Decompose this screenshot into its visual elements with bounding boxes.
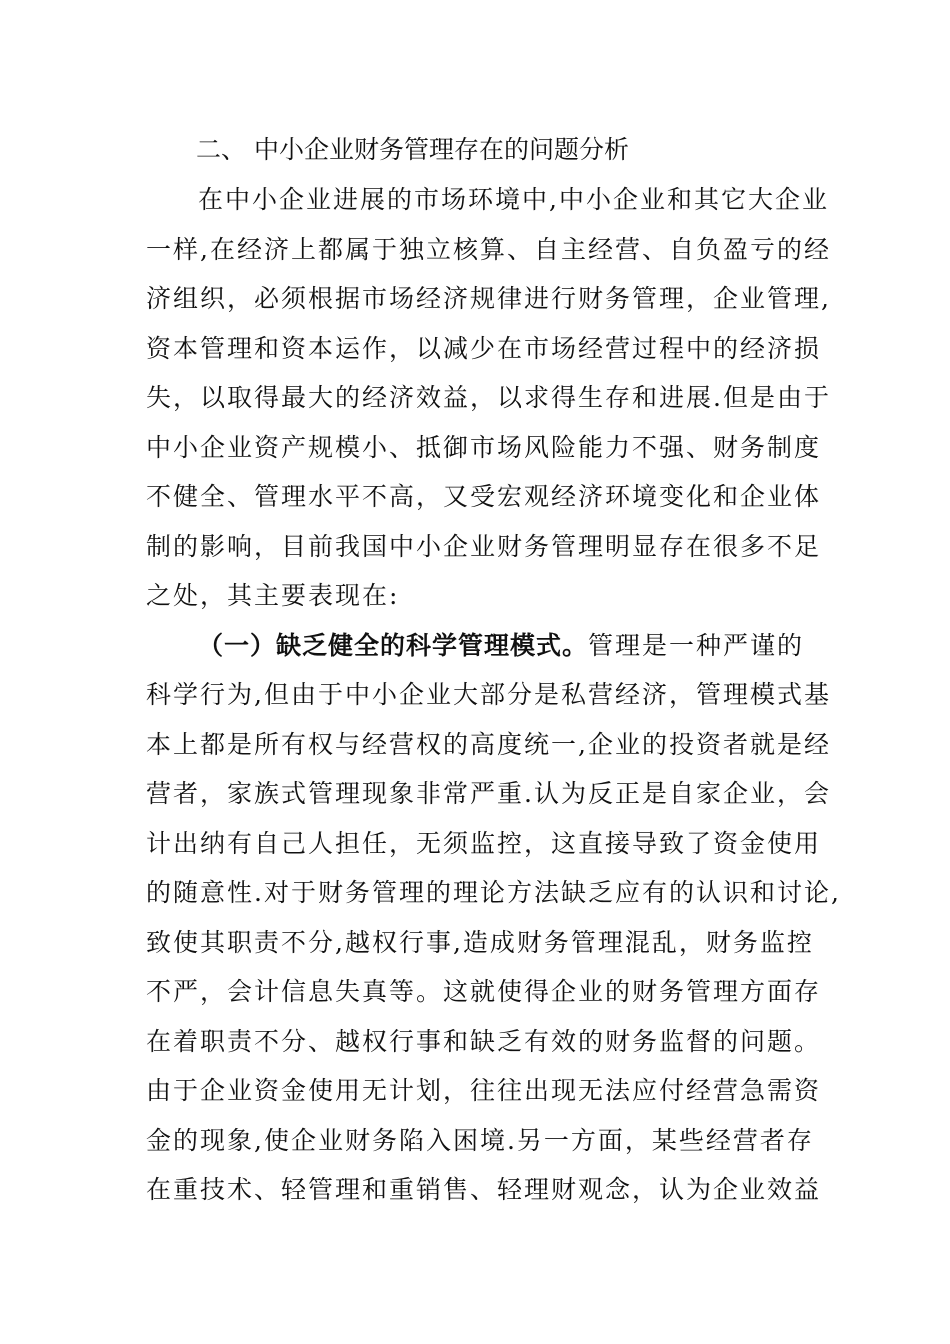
paragraph-line: 在重技术、轻管理和重销售、轻理财观念，认为企业效益 bbox=[146, 1175, 822, 1204]
paragraph-line: 营者，家族式管理现象非常严重.认为反正是自家企业，会 bbox=[146, 779, 831, 808]
paragraph-line: 制的影响，目前我国中小企业财务管理明显存在很多不足 bbox=[146, 531, 822, 561]
paragraph-line: 资本管理和资本运作，以减少在市场经营过程中的经济损 bbox=[146, 333, 822, 363]
paragraph-line: 之处，其主要表现在: bbox=[146, 581, 400, 610]
subsection-title: （一）缺乏健全的科学管理模式。 bbox=[198, 630, 589, 660]
paragraph-line: 的随意性.对于财务管理的理论方法缺乏应有的认识和讨论, bbox=[146, 878, 841, 907]
paragraph-line: 济组织，必须根据市场经济规律进行财务管理，企业管理, bbox=[146, 284, 831, 313]
paragraph-line: 由于企业资金使用无计划，往往出现无法应付经营急需资 bbox=[146, 1076, 822, 1105]
paragraph-line: 本上都是所有权与经营权的高度统一,企业的投资者就是经 bbox=[146, 729, 831, 759]
paragraph-line: 中小企业资产规模小、抵御市场风险能力不强、财务制度 bbox=[146, 432, 822, 462]
paragraph-line: 计出纳有自己人担任，无须监控，这直接导致了资金使用 bbox=[146, 828, 822, 858]
section-heading: 二、 中小企业财务管理存在的问题分析 bbox=[196, 135, 629, 164]
paragraph-line: 一样,在经济上都属于独立核算、自主经营、自负盈亏的经 bbox=[146, 234, 831, 264]
paragraph-line: 科学行为,但由于中小企业大部分是私营经济，管理模式基 bbox=[146, 680, 831, 709]
paragraph-line: 致使其职责不分,越权行事,造成财务管理混乱，财务监控 bbox=[146, 927, 814, 957]
paragraph-line: 在中小企业进展的市场环境中,中小企业和其它大企业 bbox=[198, 185, 829, 214]
paragraph-line: 不健全、管理水平不高，又受宏观经济环境变化和企业体 bbox=[146, 482, 822, 511]
paragraph-line: 失，以取得最大的经济效益，以求得生存和进展.但是由于 bbox=[146, 383, 831, 412]
paragraph-line: 金的现象,使企业财务陷入困境.另一方面，某些经营者存 bbox=[146, 1125, 814, 1155]
body-text bbox=[146, 175, 841, 1215]
subsection-text: 管理是一种严谨的 bbox=[588, 630, 805, 660]
subsection-first-line bbox=[146, 621, 806, 671]
paragraph-line: 不严，会计信息失真等。这就使得企业的财务管理方面存 bbox=[146, 977, 822, 1006]
paragraph-line: 在着职责不分、越权行事和缺乏有效的财务监督的问题。 bbox=[146, 1026, 822, 1056]
